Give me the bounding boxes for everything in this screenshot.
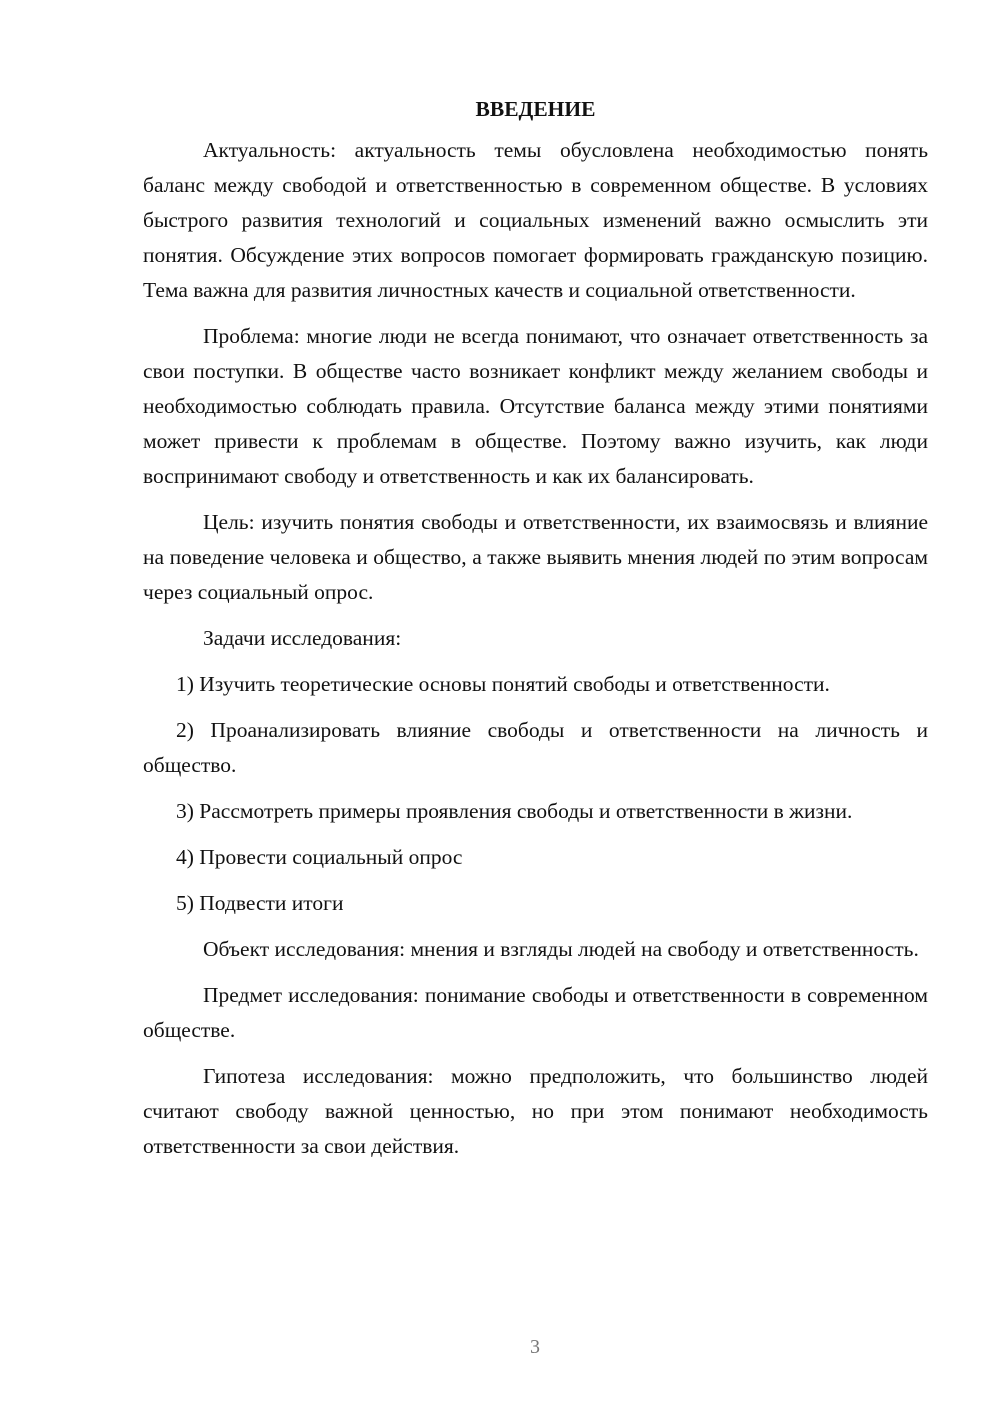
- task-item: 3) Рассмотреть примеры проявления свободы и ответственности в жизни.: [176, 799, 853, 823]
- task-item: 2) Проанализировать влияние свободы и ответственности на личность и общество.: [143, 718, 928, 777]
- task-item: 4) Провести социальный опрос: [176, 845, 463, 869]
- page-content: [143, 92, 928, 1175]
- page-number: 3: [530, 1336, 540, 1358]
- tasks-title: Задачи исследования:: [203, 626, 402, 650]
- problem-paragraph: Проблема: многие люди не всегда понимают, что означает ответственность за свои поступки. В обществе часто возникает конфликт между желанием свободы и необходимостью соблюдать правила. Отсутствие баланса между этими понятиями может привести к проблемам в обществе. Поэтому важно изучить, как люди воспринимают свободу и ответственность и как их балансировать.: [143, 324, 928, 488]
- relevance-paragraph: Актуальность: актуальность темы обусловлена необходимостью понять баланс между свободой и ответственностью в современном обществе. В условиях быстрого развития технологий и социальных изменений важно осмыслить эти понятия. Обсуждение этих вопросов помогает формировать гражданскую позицию. Тема важна для развития личностных качеств и социальной ответственности.: [143, 138, 928, 302]
- subject-paragraph: Предмет исследования: понимание свободы и ответственности в современном обществе.: [143, 983, 928, 1042]
- section-heading: ВВЕДЕНИЕ: [475, 97, 596, 121]
- object-paragraph: Объект исследования: мнения и взгляды людей на свободу и ответственность.: [203, 937, 919, 961]
- task-item: 1) Изучить теоретические основы понятий свободы и ответственности.: [176, 672, 830, 696]
- hypothesis-paragraph: Гипотеза исследования: можно предположить, что большинство людей считают свободу важной ценностью, но при этом понимают необходимость ответственности за свои действия.: [143, 1064, 928, 1158]
- task-item: 5) Подвести итоги: [176, 891, 344, 915]
- goal-paragraph: Цель: изучить понятия свободы и ответственности, их взаимосвязь и влияние на поведение человека и общество, а также выявить мнения людей по этим вопросам через социальный опрос.: [143, 510, 928, 604]
